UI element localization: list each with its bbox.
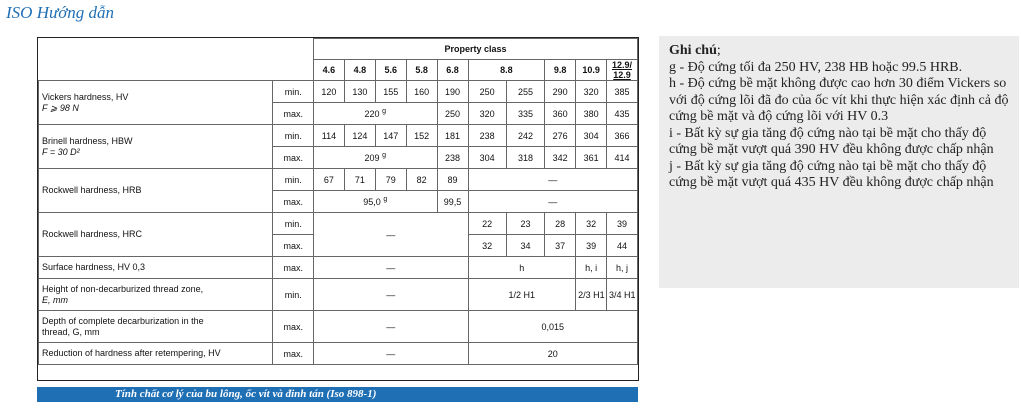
table-cell: — bbox=[313, 279, 468, 311]
table-row bbox=[39, 81, 638, 103]
table-cell: 160 bbox=[406, 81, 437, 103]
table-cell: — bbox=[313, 311, 468, 343]
table-cell: — bbox=[313, 343, 468, 365]
hrc-max-label: max. bbox=[273, 235, 314, 257]
table-cell: 39 bbox=[576, 235, 607, 257]
table-cell: 366 bbox=[607, 125, 638, 147]
merged-value: 95,0 bbox=[363, 197, 381, 207]
table-cell: h, i bbox=[576, 257, 607, 279]
table-cell: 0,015 bbox=[468, 311, 638, 343]
table-cell: 250 bbox=[468, 81, 506, 103]
table-cell: 120 bbox=[313, 81, 344, 103]
table-cell: 34 bbox=[506, 235, 544, 257]
table-caption: Tính chất cơ lý của bu lông, ốc vít và đinh tán (Iso 898-1) bbox=[115, 388, 377, 400]
decarb-zone-label bbox=[39, 279, 273, 311]
table-cell: 155 bbox=[375, 81, 406, 103]
table-cell bbox=[313, 103, 437, 125]
brinell-prop: Brinell hardness, HBW bbox=[42, 135, 133, 146]
table-cell: 276 bbox=[545, 125, 576, 147]
table-row bbox=[39, 125, 638, 147]
class-9-8: 9.8 bbox=[545, 60, 576, 81]
table-cell: 320 bbox=[576, 81, 607, 103]
table-cell: 304 bbox=[576, 125, 607, 147]
table-cell: 335 bbox=[506, 103, 544, 125]
notes-heading-suffix: ; bbox=[716, 43, 721, 58]
table-cell: — bbox=[468, 191, 638, 213]
decarb-zone-lim: min. bbox=[273, 279, 314, 311]
vickers-prop: Vickers hardness, HV bbox=[42, 91, 129, 102]
notes-panel bbox=[659, 36, 1019, 288]
brinell-max-label: max. bbox=[273, 147, 314, 169]
table-cell: 37 bbox=[545, 235, 576, 257]
vickers-max-label: max. bbox=[273, 103, 314, 125]
hrb-max-label: max. bbox=[273, 191, 314, 213]
table-cell: 290 bbox=[545, 81, 576, 103]
class-12-9 bbox=[607, 60, 638, 81]
class-10-9: 10.9 bbox=[576, 60, 607, 81]
table-cell: 99,5 bbox=[437, 191, 468, 213]
surface-lim: max. bbox=[273, 257, 314, 279]
table-cell: 2/3 H1 bbox=[576, 279, 607, 311]
notes-heading-line bbox=[669, 43, 1011, 60]
table-cell: 435 bbox=[607, 103, 638, 125]
table-cell: 82 bbox=[406, 169, 437, 191]
property-class-header: Property class bbox=[313, 39, 637, 60]
table-cell: 318 bbox=[506, 147, 544, 169]
class-5-8: 5.8 bbox=[406, 60, 437, 81]
table-cell: 238 bbox=[437, 147, 468, 169]
mechanical-properties-table bbox=[38, 38, 638, 365]
note-g: g - Độ cứng tối đa 250 HV, 238 HB hoặc 99.5 HRB. bbox=[669, 59, 963, 75]
table-cell: 190 bbox=[437, 81, 468, 103]
table-cell: 342 bbox=[545, 147, 576, 169]
table-cell: — bbox=[468, 169, 638, 191]
table-cell: 3/4 H1 bbox=[607, 279, 638, 311]
table-cell: 114 bbox=[313, 125, 344, 147]
hrc-min-label: min. bbox=[273, 213, 314, 235]
table-cell: 255 bbox=[506, 81, 544, 103]
class-6-8: 6.8 bbox=[437, 60, 468, 81]
table-row bbox=[39, 169, 638, 191]
property-table bbox=[37, 37, 639, 381]
brinell-cond: F = 30 D² bbox=[42, 146, 80, 157]
table-cell: h bbox=[468, 257, 576, 279]
note-i: i - Bất kỳ sự gia tăng độ cứng nào tại bề mặt cho thấy độ cứng bề mặt vượt quá 390 HV đều không được chấp nhận bbox=[669, 125, 994, 157]
vickers-label bbox=[39, 81, 273, 125]
table-cell: 44 bbox=[607, 235, 638, 257]
table-cell: 89 bbox=[437, 169, 468, 191]
table-row bbox=[39, 311, 638, 343]
table-cell: 32 bbox=[576, 213, 607, 235]
table-cell bbox=[313, 147, 437, 169]
table-row bbox=[39, 213, 638, 235]
class-4-6: 4.6 bbox=[313, 60, 344, 81]
decarb-depth-label bbox=[39, 311, 273, 343]
brinell-min-label: min. bbox=[273, 125, 314, 147]
table-cell: 238 bbox=[468, 125, 506, 147]
table-cell: 1/2 H1 bbox=[468, 279, 576, 311]
table-cell: 380 bbox=[576, 103, 607, 125]
table-cell: 304 bbox=[468, 147, 506, 169]
decarb-depth-prop: Depth of complete decarburization in the bbox=[42, 315, 204, 326]
table-cell: 250 bbox=[437, 103, 468, 125]
table-cell: 39 bbox=[607, 213, 638, 235]
vickers-cond: F ⩾ 98 N bbox=[42, 102, 79, 113]
table-cell: 360 bbox=[545, 103, 576, 125]
table-cell: 71 bbox=[344, 169, 375, 191]
table-cell: 130 bbox=[344, 81, 375, 103]
class-12-9-top: 12.9/ bbox=[612, 60, 633, 70]
vickers-min-label: min. bbox=[273, 81, 314, 103]
hrc-label: Rockwell hardness, HRC bbox=[39, 213, 273, 257]
decarb-zone-cond: E, mm bbox=[42, 294, 68, 305]
footnote-marker: g bbox=[382, 152, 386, 159]
note-j: j - Bất kỳ sự gia tăng độ cứng nào tại bề mặt cho thấy độ cứng bề mặt vượt quá 435 HV đều không được chấp nhận bbox=[669, 158, 994, 190]
table-cell: 181 bbox=[437, 125, 468, 147]
table-cell: 242 bbox=[506, 125, 544, 147]
page-title: ISO Hướng dẫn bbox=[6, 3, 115, 22]
note-h: h - Độ cứng bề mặt không được cao hơn 30 điểm Vickers so với độ cứng lõi đã đo của ốc vít khi thực hiện xác định cả độ cứng bề mặt và độ cứng lõi với HV 0.3 bbox=[669, 76, 1009, 124]
table-cell: — bbox=[313, 213, 468, 257]
header-corner bbox=[39, 39, 314, 81]
notes-heading: Ghi chú bbox=[669, 43, 717, 58]
merged-value: 220 bbox=[364, 109, 380, 119]
table-cell: 22 bbox=[468, 213, 506, 235]
retemper-label: Reduction of hardness after retempering, HV bbox=[39, 343, 273, 365]
brinell-label bbox=[39, 125, 273, 169]
table-cell: 67 bbox=[313, 169, 344, 191]
table-row bbox=[39, 343, 638, 365]
table-cell: h, j bbox=[607, 257, 638, 279]
merged-value: 209 bbox=[364, 153, 380, 163]
table-row bbox=[39, 257, 638, 279]
table-cell bbox=[313, 191, 437, 213]
surface-label: Surface hardness, HV 0,3 bbox=[39, 257, 273, 279]
footnote-marker: g bbox=[382, 108, 386, 115]
table-cell: 124 bbox=[344, 125, 375, 147]
class-4-8: 4.8 bbox=[344, 60, 375, 81]
decarb-zone-prop: Height of non-decarburized thread zone, bbox=[42, 283, 204, 294]
table-cell: — bbox=[313, 257, 468, 279]
table-cell: 152 bbox=[406, 125, 437, 147]
class-8-8: 8.8 bbox=[468, 60, 545, 81]
table-cell: 20 bbox=[468, 343, 638, 365]
table-cell: 414 bbox=[607, 147, 638, 169]
class-12-9-bottom: 12.9 bbox=[613, 70, 631, 80]
footnote-marker: g bbox=[383, 196, 388, 203]
decarb-depth-cond: thread, G, mm bbox=[42, 326, 100, 337]
table-cell: 28 bbox=[545, 213, 576, 235]
table-cell: 361 bbox=[576, 147, 607, 169]
table-cell: 32 bbox=[468, 235, 506, 257]
class-5-6: 5.6 bbox=[375, 60, 406, 81]
hrb-label: Rockwell hardness, HRB bbox=[39, 169, 273, 213]
table-row bbox=[39, 279, 638, 311]
table-cell: 147 bbox=[375, 125, 406, 147]
table-cell: 79 bbox=[375, 169, 406, 191]
table-cell: 320 bbox=[468, 103, 506, 125]
decarb-depth-lim: max. bbox=[273, 311, 314, 343]
table-cell: 23 bbox=[506, 213, 544, 235]
table-cell: 385 bbox=[607, 81, 638, 103]
retemper-lim: max. bbox=[273, 343, 314, 365]
hrb-min-label: min. bbox=[273, 169, 314, 191]
